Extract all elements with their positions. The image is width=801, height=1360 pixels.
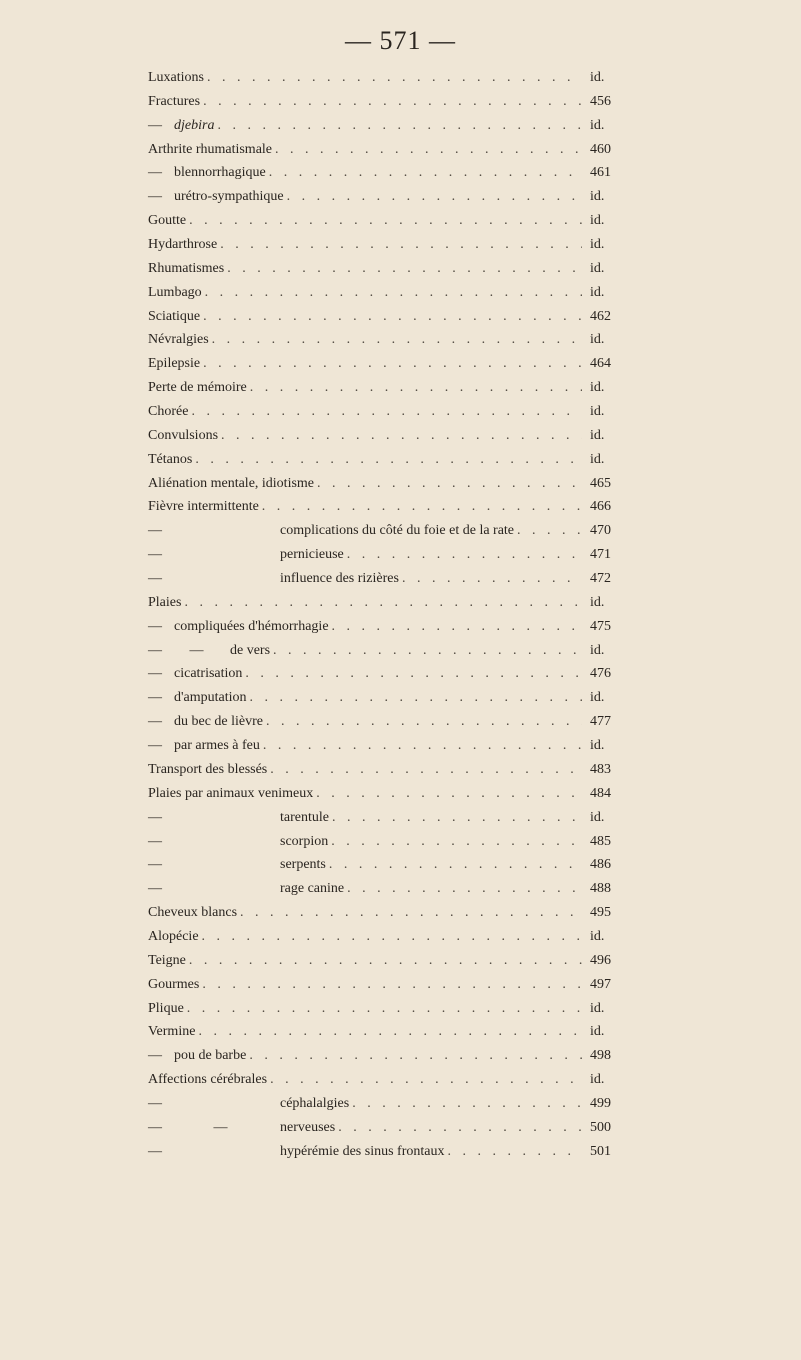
toc-row bbox=[148, 738, 626, 762]
toc-row bbox=[148, 309, 626, 333]
dot-leader bbox=[352, 1096, 582, 1112]
page-reference: id. bbox=[590, 404, 605, 420]
toc-row bbox=[148, 929, 626, 953]
entry-label: Convulsions bbox=[148, 427, 219, 443]
continuation-dash: — bbox=[148, 1048, 162, 1064]
page-reference: id. bbox=[590, 738, 605, 754]
continuation-dash: — — bbox=[148, 642, 204, 658]
entry-label: Lumbago bbox=[148, 284, 202, 300]
continuation-dash: — bbox=[148, 738, 162, 754]
dot-leader bbox=[195, 452, 582, 468]
toc-row bbox=[148, 619, 626, 643]
page-reference: 464 bbox=[590, 356, 611, 372]
entry-label: Gourmes bbox=[148, 976, 200, 992]
dot-leader bbox=[250, 380, 582, 396]
toc-row bbox=[148, 523, 626, 547]
toc-row bbox=[148, 857, 626, 881]
page-reference: id. bbox=[590, 1072, 605, 1088]
entry-label: par armes à feu bbox=[174, 738, 260, 754]
dot-leader bbox=[317, 476, 582, 492]
toc-row bbox=[148, 595, 626, 619]
page-reference: 496 bbox=[590, 952, 611, 968]
dot-leader bbox=[266, 714, 582, 730]
toc-row bbox=[148, 810, 626, 834]
toc-row bbox=[148, 1144, 626, 1168]
continuation-dash: — bbox=[148, 809, 162, 825]
entry-label: influence des rizières bbox=[280, 571, 399, 587]
toc-row bbox=[148, 237, 626, 261]
toc-row bbox=[148, 261, 626, 285]
entry-label: urétro-sympathique bbox=[174, 189, 284, 205]
page-reference: id. bbox=[590, 642, 605, 658]
toc-row bbox=[148, 499, 626, 523]
dot-leader bbox=[202, 929, 582, 945]
toc-row bbox=[148, 1096, 626, 1120]
dot-leader bbox=[203, 309, 582, 325]
dot-leader bbox=[240, 905, 582, 921]
toc-row bbox=[148, 977, 626, 1001]
entry-label: céphalalgies bbox=[280, 1095, 350, 1111]
continuation-dash: — bbox=[148, 571, 162, 587]
entry-label: de vers bbox=[230, 642, 271, 658]
dot-leader bbox=[220, 237, 582, 253]
page-reference: 501 bbox=[590, 1143, 611, 1159]
entry-label: djebira bbox=[174, 117, 215, 133]
page-reference: 483 bbox=[590, 761, 611, 777]
page-reference: 477 bbox=[590, 714, 611, 730]
entry-label: nerveuses bbox=[280, 1119, 336, 1135]
dot-leader bbox=[250, 690, 582, 706]
continuation-dash: — bbox=[148, 690, 162, 706]
page-reference: 461 bbox=[590, 165, 611, 181]
continuation-dash: — bbox=[148, 714, 162, 730]
toc-row bbox=[148, 189, 626, 213]
toc-row bbox=[148, 571, 626, 595]
entry-label: Alopécie bbox=[148, 928, 199, 944]
toc-row bbox=[148, 881, 626, 905]
toc-row bbox=[148, 285, 626, 309]
continuation-dash: — bbox=[148, 165, 162, 181]
dot-leader bbox=[198, 1024, 582, 1040]
dot-leader bbox=[202, 977, 582, 993]
toc-row bbox=[148, 380, 626, 404]
continuation-dash: — bbox=[148, 881, 162, 897]
entry-label: Aliénation mentale, idiotisme bbox=[148, 475, 315, 491]
continuation-dash: — bbox=[148, 189, 162, 205]
dot-leader bbox=[270, 762, 582, 778]
page-reference: 470 bbox=[590, 523, 611, 539]
page-reference: id. bbox=[590, 70, 605, 85]
dot-leader bbox=[269, 165, 582, 181]
dot-leader bbox=[273, 643, 582, 659]
dot-leader bbox=[347, 881, 582, 897]
page-reference: id. bbox=[590, 427, 605, 443]
dot-leader bbox=[249, 1048, 582, 1064]
entry-label: Hydarthrose bbox=[148, 237, 218, 253]
page-reference: 499 bbox=[590, 1095, 611, 1111]
entry-label: Arthrite rhumatismale bbox=[148, 141, 273, 157]
dot-leader bbox=[338, 1120, 582, 1136]
toc-row bbox=[148, 165, 626, 189]
entry-label: scorpion bbox=[280, 833, 329, 849]
continuation-dash: — bbox=[148, 1095, 162, 1111]
entry-label: Rhumatismes bbox=[148, 260, 225, 276]
toc-row bbox=[148, 142, 626, 166]
page-reference: id. bbox=[590, 284, 605, 300]
continuation-dash: — bbox=[148, 547, 162, 563]
page-reference: id. bbox=[590, 213, 605, 229]
page-reference: 486 bbox=[590, 857, 611, 873]
dot-leader bbox=[517, 523, 582, 539]
page-reference: id. bbox=[590, 1024, 605, 1040]
dot-leader bbox=[347, 547, 582, 563]
page-reference: 460 bbox=[590, 141, 611, 157]
continuation-dash: — bbox=[148, 833, 162, 849]
page-reference: 498 bbox=[590, 1048, 611, 1064]
entry-label: Fractures bbox=[148, 93, 201, 109]
toc-row bbox=[148, 690, 626, 714]
entry-label: Chorée bbox=[148, 404, 189, 420]
toc-row bbox=[148, 356, 626, 380]
dot-leader bbox=[207, 70, 582, 86]
entry-label: Affections cérébrales bbox=[148, 1072, 268, 1088]
dot-leader bbox=[205, 285, 582, 301]
entry-label: hypérémie des sinus frontaux bbox=[280, 1143, 445, 1159]
toc-row bbox=[148, 905, 626, 929]
toc-row bbox=[148, 1048, 626, 1072]
dot-leader bbox=[447, 1144, 582, 1160]
dot-leader bbox=[227, 261, 582, 277]
toc-row bbox=[148, 94, 626, 118]
dot-leader bbox=[332, 810, 582, 826]
page-reference: 472 bbox=[590, 571, 611, 587]
page-reference: id. bbox=[590, 380, 605, 396]
entry-label: tarentule bbox=[280, 809, 329, 825]
page-reference: id. bbox=[590, 809, 605, 825]
dot-leader bbox=[245, 666, 582, 682]
entry-label: serpents bbox=[280, 857, 326, 873]
page-reference: id. bbox=[590, 451, 605, 467]
toc-row bbox=[148, 1024, 626, 1048]
toc-row bbox=[148, 643, 626, 667]
dot-leader bbox=[191, 404, 582, 420]
dot-leader bbox=[402, 571, 582, 587]
dot-leader bbox=[189, 953, 582, 969]
toc-row bbox=[148, 786, 626, 810]
dot-leader bbox=[270, 1072, 582, 1088]
dot-leader bbox=[221, 428, 582, 444]
continuation-dash: — bbox=[148, 618, 162, 634]
page-reference: 488 bbox=[590, 881, 611, 897]
toc-row bbox=[148, 1072, 626, 1096]
toc-row bbox=[148, 118, 626, 142]
toc-row bbox=[148, 1001, 626, 1025]
page-reference: 466 bbox=[590, 499, 611, 515]
entry-label: Goutte bbox=[148, 213, 187, 229]
page-reference: 500 bbox=[590, 1119, 611, 1135]
continuation-dash: — bbox=[148, 666, 162, 682]
dot-leader bbox=[316, 786, 582, 802]
continuation-dash: — bbox=[148, 857, 162, 873]
table-of-contents bbox=[148, 70, 626, 1168]
toc-row bbox=[148, 714, 626, 738]
toc-row bbox=[148, 666, 626, 690]
toc-row bbox=[148, 213, 626, 237]
entry-label: Vermine bbox=[148, 1024, 196, 1040]
toc-row bbox=[148, 404, 626, 428]
continuation-dash: — bbox=[148, 523, 162, 539]
entry-label: du bec de lièvre bbox=[174, 714, 264, 730]
dot-leader bbox=[262, 499, 582, 515]
page-reference: 465 bbox=[590, 475, 611, 491]
dot-leader bbox=[189, 213, 582, 229]
dot-leader bbox=[212, 332, 582, 348]
dot-leader bbox=[329, 857, 582, 873]
page-reference: 485 bbox=[590, 833, 611, 849]
toc-row bbox=[148, 70, 626, 94]
entry-label: d'amputation bbox=[174, 690, 247, 706]
dot-leader bbox=[332, 619, 582, 635]
entry-label: Plaies par animaux venimeux bbox=[148, 785, 314, 801]
entry-label: complications du côté du foie et de la rate bbox=[280, 523, 515, 539]
dot-leader bbox=[217, 118, 582, 134]
entry-label: Cheveux blancs bbox=[148, 905, 238, 921]
page-reference: 471 bbox=[590, 547, 611, 563]
dot-leader bbox=[203, 94, 582, 110]
entry-label: compliquées d'hémorrhagie bbox=[174, 618, 329, 634]
page-reference: id. bbox=[590, 332, 605, 348]
page-reference: 475 bbox=[590, 618, 611, 634]
entry-label: Transport des blessés bbox=[148, 761, 268, 777]
page-reference: 497 bbox=[590, 976, 611, 992]
page-reference: id. bbox=[590, 690, 605, 706]
entry-label: cicatrisation bbox=[174, 666, 243, 682]
toc-row bbox=[148, 762, 626, 786]
entry-label: Névralgies bbox=[148, 332, 209, 348]
entry-label: Epilepsie bbox=[148, 356, 201, 372]
toc-row bbox=[148, 953, 626, 977]
toc-row bbox=[148, 428, 626, 452]
entry-label: Luxations bbox=[148, 70, 204, 85]
page-reference: id. bbox=[590, 237, 605, 253]
entry-label: Sciatique bbox=[148, 308, 201, 324]
page-reference: id. bbox=[590, 260, 605, 276]
entry-label: blennorrhagique bbox=[174, 165, 266, 181]
continuation-dash: — — bbox=[148, 1119, 228, 1135]
dot-leader bbox=[263, 738, 582, 754]
entry-label: Teigne bbox=[148, 952, 186, 968]
page-reference: 462 bbox=[590, 308, 611, 324]
page-reference: 495 bbox=[590, 905, 611, 921]
page-reference: id. bbox=[590, 117, 605, 133]
entry-label: Fièvre intermittente bbox=[148, 499, 259, 515]
toc-row bbox=[148, 452, 626, 476]
entry-label: rage canine bbox=[280, 881, 345, 897]
toc-row bbox=[148, 332, 626, 356]
page-reference: id. bbox=[590, 189, 605, 205]
page-reference: 484 bbox=[590, 785, 611, 801]
dot-leader bbox=[184, 595, 582, 611]
entry-label: Plaies bbox=[148, 594, 182, 610]
page-number: — 571 — bbox=[345, 26, 456, 55]
page-reference: id. bbox=[590, 1000, 605, 1016]
entry-label: Plique bbox=[148, 1000, 184, 1016]
dot-leader bbox=[287, 189, 582, 205]
dot-leader bbox=[275, 142, 582, 158]
dot-leader bbox=[187, 1001, 582, 1017]
continuation-dash: — bbox=[148, 117, 162, 133]
entry-label: pou de barbe bbox=[174, 1048, 247, 1064]
page-reference: id. bbox=[590, 594, 605, 610]
page-reference: 456 bbox=[590, 93, 611, 109]
entry-label: Perte de mémoire bbox=[148, 380, 247, 396]
toc-row bbox=[148, 476, 626, 500]
dot-leader bbox=[331, 834, 582, 850]
toc-row bbox=[148, 547, 626, 571]
toc-row bbox=[148, 1120, 626, 1144]
dot-leader bbox=[203, 356, 582, 372]
entry-label: Tétanos bbox=[148, 451, 193, 467]
continuation-dash: — bbox=[148, 1143, 162, 1159]
page-reference: id. bbox=[590, 928, 605, 944]
page-reference: 476 bbox=[590, 666, 611, 682]
entry-label: pernicieuse bbox=[280, 547, 344, 563]
toc-row bbox=[148, 834, 626, 858]
